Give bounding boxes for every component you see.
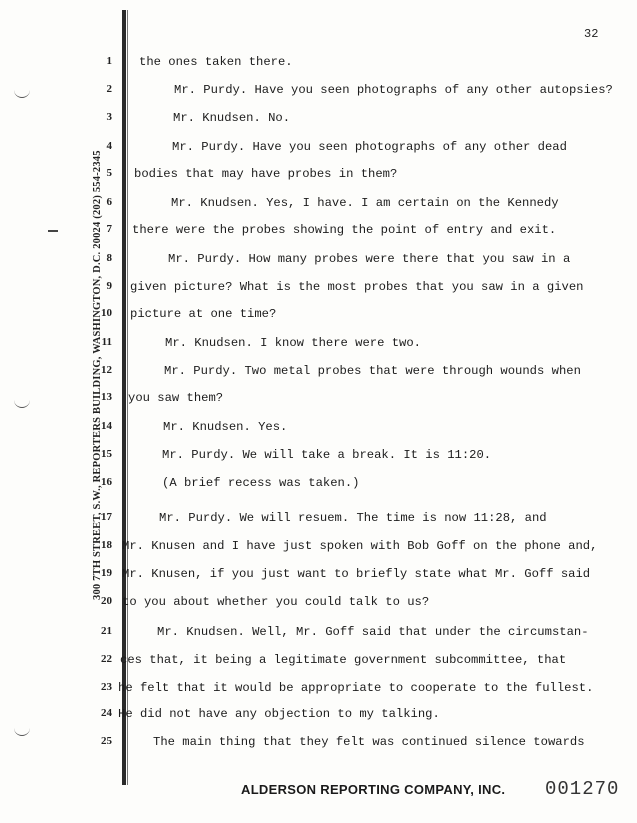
line-text: the ones taken there. — [139, 55, 293, 69]
line-number: 21 — [101, 625, 112, 637]
transcript-line — [0, 625, 637, 645]
transcript-line — [0, 707, 637, 727]
line-text: The main thing that they felt was continued silence towards — [153, 735, 585, 749]
line-text: Mr. Knudsen. Yes. — [163, 420, 288, 434]
line-text: Mr. Knudsen. Well, Mr. Goff said that under the circumstan- — [157, 625, 589, 639]
transcript-line — [0, 567, 637, 587]
line-text: (A brief recess was taken.) — [162, 476, 360, 490]
transcript-line — [0, 140, 637, 160]
line-number: 13 — [101, 391, 112, 403]
line-text: Mr. Knudsen. Yes, I have. I am certain on the Kennedy — [171, 196, 559, 210]
transcript-line — [0, 55, 637, 75]
line-text: picture at one time? — [130, 307, 277, 321]
line-text: Mr. Knudsen. I know there were two. — [165, 336, 421, 350]
line-number: 20 — [101, 595, 112, 607]
line-text: bodies that may have probes in them? — [134, 167, 398, 181]
line-number: 1 — [106, 55, 112, 67]
transcript-line — [0, 681, 637, 701]
transcript-line — [0, 364, 637, 384]
line-number: 14 — [101, 420, 112, 432]
line-text: Mr. Purdy. Have you seen photographs of any other autopsies? — [174, 83, 613, 97]
transcript-line — [0, 511, 637, 531]
line-text: Mr. Knudsen. No. — [173, 111, 291, 125]
page-number: 32 — [584, 27, 599, 41]
line-text: given picture? What is the most probes that you saw in a given — [130, 280, 584, 294]
line-number: 17 — [101, 511, 112, 523]
line-number: 24 — [101, 707, 112, 719]
line-number: 2 — [106, 83, 112, 95]
line-number: 4 — [106, 140, 112, 152]
transcript-line — [0, 448, 637, 468]
line-number: 3 — [106, 111, 112, 123]
transcript-line — [0, 476, 637, 496]
line-number: 5 — [106, 167, 112, 179]
line-number: 22 — [101, 653, 112, 665]
line-text: ces that, it being a legitimate government subcommittee, that — [120, 653, 567, 667]
line-number: 18 — [101, 539, 112, 551]
line-text: Mr. Purdy. We will resuem. The time is now 11:28, and — [159, 511, 547, 525]
line-number: 10 — [101, 307, 112, 319]
transcript-line — [0, 83, 637, 103]
transcript-line — [0, 223, 637, 243]
line-number: 23 — [101, 681, 112, 693]
transcript-line — [0, 196, 637, 216]
reporter-address: 300 7TH STREET, S.W., REPORTERS BUILDING, WASHINGTON, D.C. 20024 (202) 554-2345 — [92, 150, 103, 600]
line-text: you saw them? — [128, 391, 224, 405]
line-number: 25 — [101, 735, 112, 747]
transcript-line — [0, 735, 637, 755]
line-number: 9 — [106, 280, 112, 292]
line-number: 7 — [106, 223, 112, 235]
line-text: he felt that it would be appropriate to cooperate to the fullest. — [118, 681, 594, 695]
line-number: 8 — [106, 252, 112, 264]
transcript-line — [0, 420, 637, 440]
transcript-line — [0, 391, 637, 411]
line-text: Mr. Knusen and I have just spoken with Bob Goff on the phone and, — [122, 539, 598, 553]
line-text: Mr. Purdy. We will take a break. It is 11:20. — [162, 448, 492, 462]
line-number: 11 — [101, 336, 112, 348]
transcript-line — [0, 252, 637, 272]
line-number: 15 — [101, 448, 112, 460]
reporting-company-footer: ALDERSON REPORTING COMPANY, INC. — [241, 782, 506, 797]
transcript-line — [0, 336, 637, 356]
document-id-stamp: 001270 — [545, 778, 620, 800]
line-number: 6 — [106, 196, 112, 208]
transcript-line — [0, 111, 637, 131]
transcript-line — [0, 653, 637, 673]
line-text: Mr. Purdy. How many probes were there that you saw in a — [168, 252, 571, 266]
line-text: there were the probes showing the point of entry and exit. — [132, 223, 557, 237]
transcript-line — [0, 167, 637, 187]
transcript-line — [0, 595, 637, 615]
line-text: to you about whether you could talk to us? — [122, 595, 430, 609]
line-number: 12 — [101, 364, 112, 376]
line-text: Mr. Purdy. Have you seen photographs of any other dead — [172, 140, 567, 154]
transcript-line — [0, 280, 637, 300]
line-number: 19 — [101, 567, 112, 579]
line-text: He did not have any objection to my talking. — [118, 707, 440, 721]
line-number: 16 — [101, 476, 112, 488]
transcript-line — [0, 539, 637, 559]
transcript-line — [0, 307, 637, 327]
line-text: Mr. Knusen, if you just want to briefly state what Mr. Goff said — [122, 567, 591, 581]
line-text: Mr. Purdy. Two metal probes that were through wounds when — [164, 364, 581, 378]
